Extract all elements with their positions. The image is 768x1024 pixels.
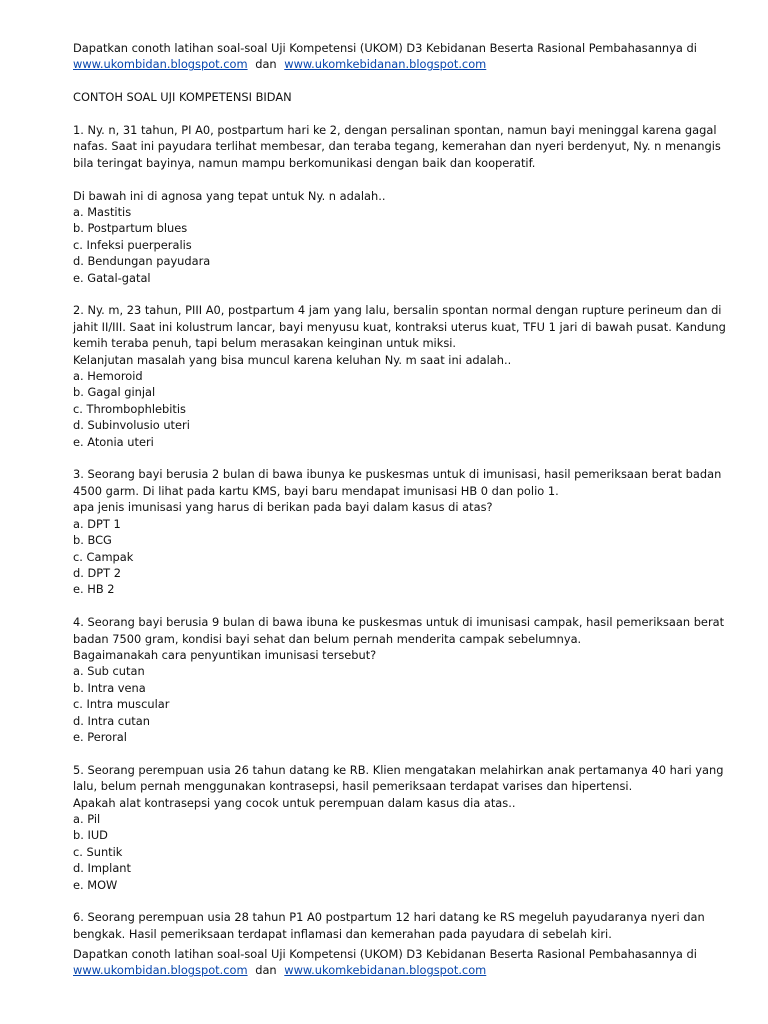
question-text-line: 1. Ny. n, 31 tahun, PI A0, postpartum hari ke 2, dengan persalinan spontan, namun bayi meninggal karena gagal: [73, 123, 717, 137]
footer-joiner: dan: [255, 963, 277, 978]
question-text-line: bengkak. Hasil pemeriksaan terdapat inflamasi dan kemerahan pada payudara di sebelah kiri.: [73, 926, 612, 941]
question-5: [73, 762, 741, 893]
header-link-ukomkebidanan[interactable]: www.ukomkebidanan.blogspot.com: [284, 57, 487, 72]
answer-option: c. Thrombophlebitis: [73, 401, 186, 416]
answer-option: e. Atonia uteri: [73, 434, 154, 449]
question-3: [73, 466, 741, 597]
answer-option: a. Pil: [73, 811, 101, 826]
answer-option: b. Postpartum blues: [73, 221, 188, 236]
question-text-line: 4500 garm. Di lihat pada kartu KMS, bayi baru mendapat imunisasi HB 0 dan polio 1.: [73, 483, 559, 498]
answer-option: d. Subinvolusio uteri: [73, 418, 190, 433]
answer-option: d. Intra cutan: [73, 713, 150, 728]
answer-option: b. BCG: [73, 533, 112, 548]
answer-option: d. DPT 2: [73, 565, 121, 580]
answer-option: a. Hemoroid: [73, 369, 143, 384]
question-text-line: jahit II/III. Saat ini kolustrum lancar, bayi menyusu kuat, kontraksi uterus kuat, TFU 1 jari di bawah pusat. Kandung: [73, 319, 726, 334]
answer-option: c. Campak: [73, 549, 134, 564]
document-title: CONTOH SOAL UJI KOMPETENSI BIDAN: [73, 90, 292, 105]
question-text-line: Apakah alat kontrasepsi yang cocok untuk perempuan dalam kasus dia atas..: [73, 795, 516, 810]
answer-option: c. Intra muscular: [73, 697, 170, 712]
answer-option: e. HB 2: [73, 582, 115, 597]
header-link-ukombidan[interactable]: www.ukombidan.blogspot.com: [73, 57, 248, 72]
answer-option: b. Intra vena: [73, 680, 146, 695]
answer-option: a. Mastitis: [73, 205, 132, 220]
answer-option: c. Infeksi puerperalis: [73, 237, 192, 252]
footer-link-ukombidan[interactable]: www.ukombidan.blogspot.com: [73, 963, 248, 978]
answer-option: d. Bendungan payudara: [73, 254, 211, 269]
answer-option: e. MOW: [73, 877, 118, 892]
answer-option: e. Gatal-gatal: [73, 270, 151, 285]
question-text-line: nafas. Saat ini payudara terlihat membesar, dan teraba tegang, kemerahan dan nyeri berdenyut, Ny. n menangis: [73, 139, 721, 154]
header-text: Dapatkan conoth latihan soal-soal Uji Kompetensi (UKOM) D3 Kebidanan Beserta Rasional Pembahasannya di: [73, 41, 697, 55]
answer-option: c. Suntik: [73, 844, 123, 859]
question-prompt: Di bawah ini di agnosa yang tepat untuk Ny. n adalah..: [73, 188, 386, 203]
question-text-line: bila teringat bayinya, namun mampu berkomunikasi dengan baik dan kooperatif.: [73, 155, 536, 170]
header-note: [73, 40, 741, 73]
answer-option: a. DPT 1: [73, 516, 121, 531]
header-joiner: dan: [255, 57, 277, 72]
answer-option: a. Sub cutan: [73, 664, 145, 679]
question-1: [73, 122, 741, 286]
answer-option: b. IUD: [73, 828, 108, 843]
question-2: [73, 302, 741, 450]
question-text-line: badan 7500 gram, kondisi bayi sehat dan belum pernah menderita campak sebelumnya.: [73, 631, 582, 646]
document-page: [73, 40, 741, 942]
question-4: [73, 614, 741, 745]
question-text-line: apa jenis imunisasi yang harus di berikan pada bayi dalam kasus di atas?: [73, 500, 493, 515]
answer-option: e. Peroral: [73, 729, 127, 744]
answer-option: b. Gagal ginjal: [73, 385, 156, 400]
question-text-line: 6. Seorang perempuan usia 28 tahun P1 A0 postpartum 12 hari datang ke RS megeluh payudaranya nyeri dan: [73, 910, 705, 925]
question-text-line: 3. Seorang bayi berusia 2 bulan di bawa ibunya ke puskesmas untuk di imunisasi, hasil pemeriksaan berat badan: [73, 467, 722, 482]
footer-text: Dapatkan conoth latihan soal-soal Uji Kompetensi (UKOM) D3 Kebidanan Beserta Rasional Pembahasannya di: [73, 947, 697, 961]
question-text-line: kemih teraba penuh, tapi belum merasakan keinginan untuk miksi.: [73, 336, 457, 351]
question-text-line: lalu, belum pernah menggunakan kontrasepsi, hasil pemeriksaan terdapat varises dan hipertensi.: [73, 779, 633, 794]
question-text-line: 2. Ny. m, 23 tahun, PIII A0, postpartum 4 jam yang lalu, bersalin spontan normal dengan rupture perineum dan di: [73, 303, 722, 318]
footer-link-ukomkebidanan[interactable]: www.ukomkebidanan.blogspot.com: [284, 963, 487, 978]
question-6: [73, 909, 741, 942]
footer-note: [73, 946, 741, 979]
question-text-line: 5. Seorang perempuan usia 26 tahun datang ke RB. Klien mengatakan melahirkan anak pertamanya 40 hari yang: [73, 762, 724, 777]
answer-option: d. Implant: [73, 861, 131, 876]
question-text-line: Bagaimanakah cara penyuntikan imunisasi tersebut?: [73, 647, 377, 662]
question-text-line: Kelanjutan masalah yang bisa muncul karena keluhan Ny. m saat ini adalah..: [73, 352, 512, 367]
question-text-line: 4. Seorang bayi berusia 9 bulan di bawa ibuna ke puskesmas untuk di imunisasi campak, hasil pemeriksaan berat: [73, 615, 725, 630]
